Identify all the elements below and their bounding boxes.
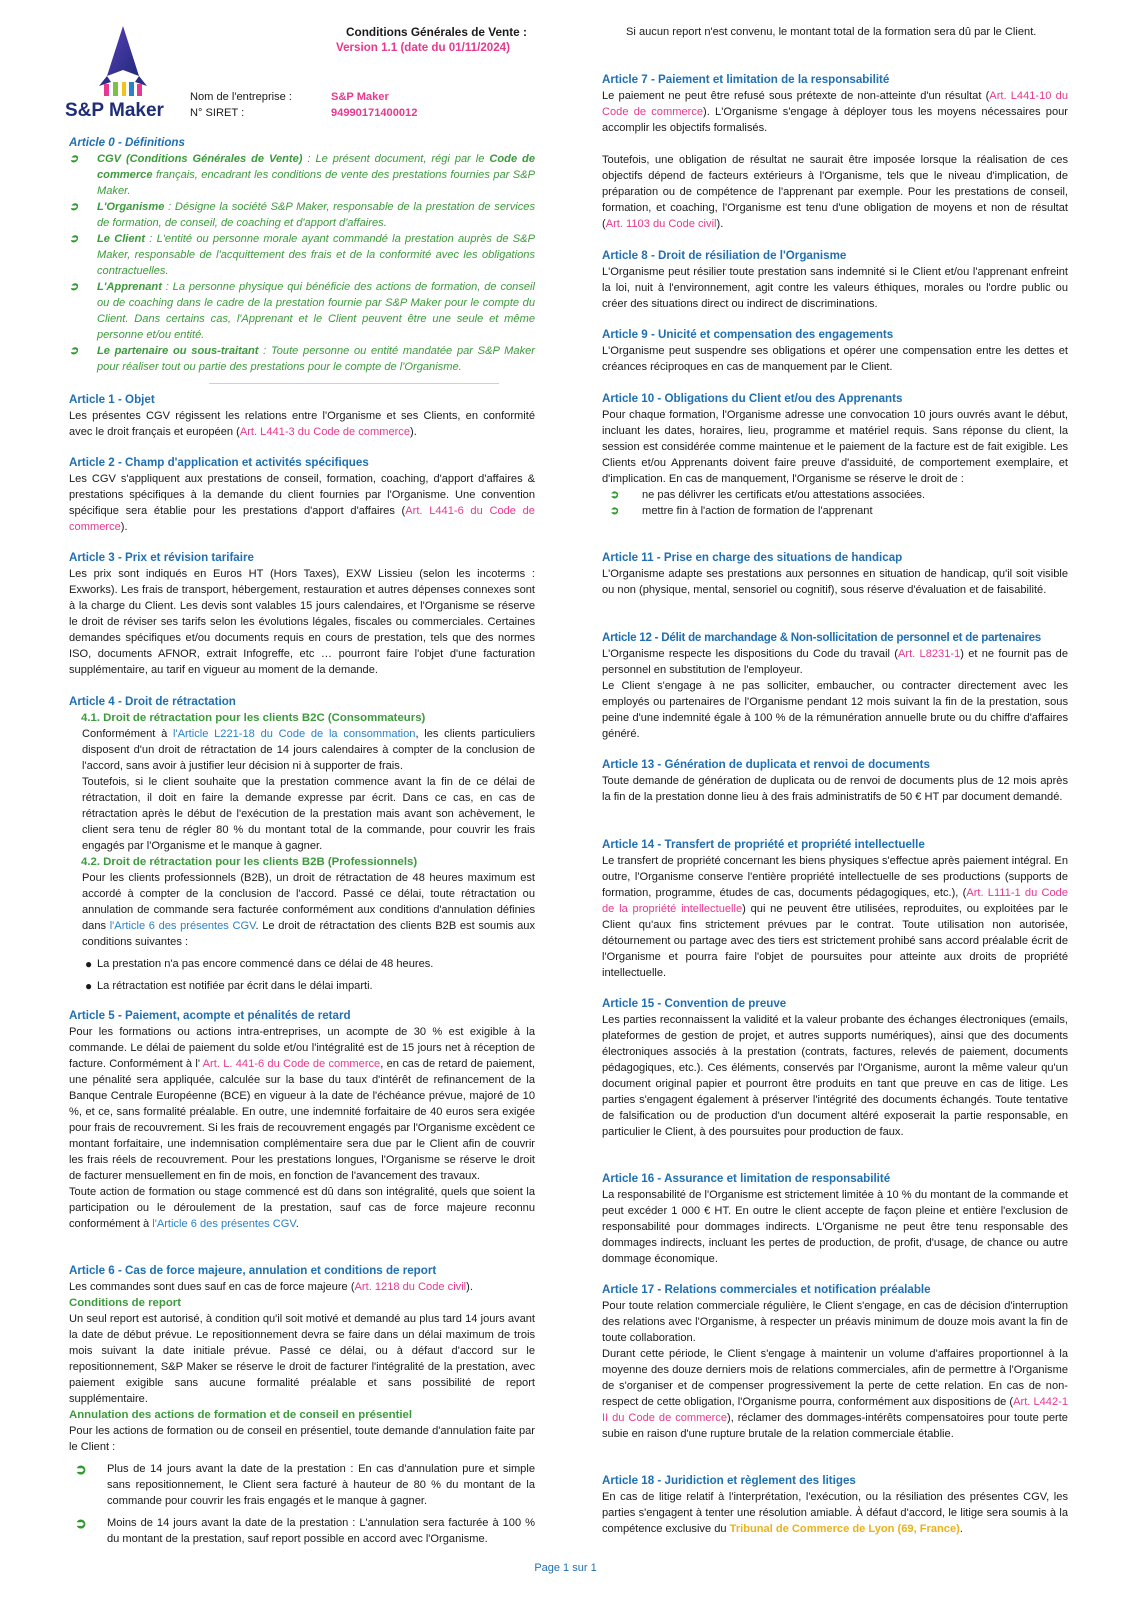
article-12-text-2: Le Client s'engage à ne pas solliciter, embaucher, ou contracter directement avec les employés ou partenaires de l'Organisme pendant 12 mois suivant la fin de la prestation, sous peine d'une indemnité égale à 100 % de la rémunération annuelle brute ou du chiffre d'affaires généré. <box>602 680 1068 740</box>
article-8 <box>602 248 1068 312</box>
legal-reference: Art. L441-10 du Code de commerce <box>602 90 1068 118</box>
article-3-title: Article 3 - Prix et révision tarifaire <box>69 551 254 564</box>
definition-apprenant <box>69 279 535 343</box>
siret-value: 94990171400012 <box>331 107 418 119</box>
article-18-title: Article 18 - Juridiction et règlement des litiges <box>602 1474 856 1487</box>
legal-reference: Art. L442-1 II du Code de commerce <box>602 1396 1068 1424</box>
article-14-text: Le transfert de propriété concernant les biens physiques s'effectue après paiement intégral. En outre, l'Organisme conserve l'entière propriété intellectuelle de ses productions (supports de formation, programme, études de cas, documents pédagogiques, etc.), (Art. L111-1 du Code de la propriété intellectuelle) qui ne peuvent être utilisées, reproduites, ou exploitées par le Client qu'aux fins strictement prévues par le contrat. Toute utilisation non autorisée, détournement ou partage avec des tiers est strictement prohibé sans accord préalable écrit de l'Organisme et pourra faire l'objet de poursuites pour atteinte aux droits de propriété intellectuelle. <box>602 855 1069 979</box>
article-1 <box>69 392 535 440</box>
article-4 <box>69 694 535 994</box>
arrow-icon: ➲ <box>610 489 620 501</box>
internal-reference: l'Article 6 des présentes CGV <box>109 920 256 932</box>
definition-partenaire <box>69 343 535 375</box>
def-term: Code de commerce <box>97 153 535 181</box>
article-17-text-2: Durant cette période, le Client s'engage à maintenir un volume d'affaires proportionnel à la moyenne des douze derniers mois de relations commerciales, afin de permettre à l'Organisme de s'organiser et de compenser progressivement la perte de cette relation. En cas de non-respect de cette obligation, l'Organisme pourra, conformément aux dispositions de (Art. L442-1 II du Code de commerce), réclamer des dommages-intérêts compensatoires pour toute perte subie en raison d'une rupture brutale de la relation commerciale établie. <box>602 1348 1068 1440</box>
article-5-text-2: Toute action de formation ou stage commencé est dû dans son intégralité, quels que soient la participation ou le déroulement de la prestation, sauf cas de force majeure reconnu conformément à l'Article 6 des présentes CGV. <box>69 1186 535 1230</box>
article-12 <box>602 630 1068 742</box>
list-item-text: La prestation n'a pas encore commencé dans ce délai de 48 heures. <box>97 958 434 970</box>
article-4-title: Article 4 - Droit de rétractation <box>69 695 236 708</box>
article-1-title: Article 1 - Objet <box>69 393 155 406</box>
arrow-icon: ➲ <box>69 345 79 357</box>
article-2-text: Les CGV s'appliquent aux prestations de conseil, formation, coaching, d'apport d'affaires & prestations spécifiques à la demande du client fournies par l'Organisme. Une convention spécifique sera établie pour les prestations d'apport d'affaires (Art. L441-6 du Code de commerce). <box>69 473 535 533</box>
legal-reference: Art. 1103 du Code civil <box>605 218 717 230</box>
article-12-text: L'Organisme respecte les dispositions du Code du travail (Art. L8231-1) et ne fournit pas de personnel en substitution de l'employeur. <box>602 648 1068 676</box>
def-text: français, encadrant les conditions de vente des prestations fournies par S&P Maker. <box>97 169 535 197</box>
siret-label: N° SIRET : <box>190 107 245 119</box>
article-15-title: Article 15 - Convention de preuve <box>602 997 787 1010</box>
cancellation-text: Pour les actions de formation ou de conseil en présentiel, toute demande d'annulation faite par le Client : <box>69 1425 535 1453</box>
def-term: L'Apprenant <box>97 281 162 293</box>
article-17 <box>602 1282 1068 1442</box>
legal-reference: Art. L441-3 du Code de commerce <box>239 426 411 438</box>
doc-version: Version 1.1 (date du 01/11/2024) <box>336 41 510 54</box>
def-term: Le partenaire ou sous-traitant <box>97 345 259 357</box>
article-11 <box>602 550 1068 598</box>
article-0 <box>69 135 535 375</box>
list-item-text: ne pas délivrer les certificats et/ou attestations associées. <box>642 489 926 501</box>
court-reference: Tribunal de Commerce de Lyon (69, France) <box>729 1523 960 1535</box>
article-14-title: Article 14 - Transfert de propriété et propriété intellectuelle <box>602 838 925 851</box>
def-text: : Le présent document, régi par le <box>302 153 490 165</box>
article-8-title: Article 8 - Droit de résiliation de l'Organisme <box>602 249 847 262</box>
article-9-text: L'Organisme peut suspendre ses obligations et opérer une compensation entre les dettes et créances réciproques en cas de manquement par le Client. <box>602 345 1068 373</box>
article-6-text: Les commandes sont dues sauf en cas de force majeure (Art. 1218 du Code civil). <box>69 1281 473 1293</box>
article-9 <box>602 327 1068 375</box>
legal-reference: Art. L441-6 du Code de commerce <box>69 505 535 533</box>
article-2-title: Article 2 - Champ d'application et activités spécifiques <box>69 456 369 469</box>
article-4-1-text: Conformément à l'Article L221-18 du Code de la consommation, les clients particuliers disposent d'un droit de rétractation de 14 jours calendaires à compter de la conclusion de l'accord, sans avoir à justifier leur décision ni à supporter de frais. <box>82 728 535 772</box>
company-value: S&P Maker <box>331 91 389 103</box>
legal-reference: l'Article L221-18 du Code de la consommation <box>173 728 416 740</box>
list-item-text: La rétractation est notifiée par écrit dans le délai imparti. <box>97 980 373 992</box>
article-18-text: En cas de litige relatif à l'interprétation, l'exécution, ou la résiliation des présentes CGV, les parties s'engagent à tenter une résolution amiable. À défaut d'accord, le litige sera soumis à la compétence exclusive du Tribunal de Commerce de Lyon (69, France). <box>602 1491 1068 1535</box>
cancellation-item-2 <box>69 1515 535 1547</box>
definition-organisme <box>69 199 535 231</box>
article-16 <box>602 1171 1068 1267</box>
article-10 <box>602 391 1068 519</box>
arrow-icon: ➲ <box>69 281 79 293</box>
page-number: Page 1 sur 1 <box>534 1562 597 1574</box>
article-5-title: Article 5 - Paiement, acompte et pénalités de retard <box>69 1009 351 1022</box>
article-13-title: Article 13 - Génération de duplicata et renvoi de documents <box>602 758 930 771</box>
article-7-text: Le paiement ne peut être refusé sous prétexte de non-atteinte d'un résultat (Art. L441-10 du Code de commerce). L'Organisme s'engage à déployer tous les moyens nécessaires pour accomplir les objectifs formalisés. <box>602 90 1068 134</box>
list-item-text: Moins de 14 jours avant la date de la prestation : L'annulation sera facturée à 100 % du montant de la prestation, sauf report possible en accord avec l'Organisme. <box>107 1517 535 1545</box>
legal-reference: Art. L8231-1 <box>897 648 961 660</box>
article-6-title: Article 6 - Cas de force majeure, annulation et conditions de report <box>69 1264 437 1277</box>
arrow-icon: ➲ <box>75 1515 87 1531</box>
article-4-2-title: 4.2. Droit de rétractation pour les clients B2B (Professionnels) <box>81 856 418 868</box>
bullet-icon: ● <box>85 979 93 993</box>
legal-reference: Art. 1218 du Code civil <box>354 1281 467 1293</box>
article-14 <box>602 837 1068 981</box>
rocket-logo-icon <box>63 24 183 120</box>
article-4-1-text-2: Toutefois, si le client souhaite que la prestation commence avant la fin de ce délai de rétractation, il doit en faire la demande expresse par écrit. Dans ce cas, en cas de rétractation après le début de l'exécution de la prestation mais avant son achèvement, le client sera tenu de régler 80 % du montant total de la commande, pour couvrir les frais engagés par l'Organisme et le manque à gagner. <box>82 776 535 852</box>
article-10-title: Article 10 - Obligations du Client et/ou des Apprenants <box>602 392 903 405</box>
article-0-title: Article 0 - Définitions <box>69 136 185 149</box>
article-11-text: L'Organisme adapte ses prestations aux personnes en situation de handicap, qu'il soit visible ou non (physique, mental, sensoriel ou cognitif), sous réserve d'évaluation et de faisabilité. <box>602 568 1068 596</box>
divider <box>209 383 499 384</box>
obligation-item-2 <box>602 503 1068 519</box>
article-6-continued: Si aucun report n'est convenu, le montant total de la formation sera dû par le Client. <box>626 26 1037 38</box>
article-10-text: Pour chaque formation, l'Organisme adresse une convocation 10 jours ouvrés avant le début, incluant les dates, horaires, lieu, programme et matériel requis. Sans réponse du client, la session est considérée comme maintenue et le paiement de la facture est de fait exigible. Les Clients et/ou Apprenants doivent faire preuve d'assiduité, de comportement exemplaire, et d'implication. En cas de manquement, l'Organisme se réserve le droit de : <box>602 409 1068 485</box>
article-11-title: Article 11 - Prise en charge des situations de handicap <box>602 551 903 564</box>
arrow-icon: ➲ <box>69 153 79 165</box>
list-item-text: mettre fin à l'action de formation de l'apprenant <box>642 505 873 517</box>
arrow-icon: ➲ <box>610 505 620 517</box>
article-12-title: Article 12 - Délit de marchandage & Non-sollicitation de personnel et de partenaires <box>602 631 1042 644</box>
company-label: Nom de l'entreprise : <box>190 91 293 103</box>
article-13 <box>602 757 1068 805</box>
article-7 <box>602 72 1068 232</box>
article-13-text: Toute demande de génération de duplicata ou de renvoi de documents plus de 12 mois après la fin de la prestation donne lieu à des frais administratifs de 50 € HT par document demandé. <box>602 775 1068 803</box>
legal-reference: Art. L111-1 du Code de la propriété intellectuelle <box>602 887 1068 915</box>
article-4-1-title: 4.1. Droit de rétractation pour les clients B2C (Consommateurs) <box>81 712 426 724</box>
def-term: Le Client <box>97 233 146 245</box>
def-text: : Désigne la société S&P Maker, responsable de la prestation de services de formation, de conseil, de coaching et d'apport d'affaires. <box>97 201 535 229</box>
article-6 <box>69 1263 535 1547</box>
arrow-icon: ➲ <box>75 1461 87 1477</box>
legal-reference: Art. L. 441-6 du Code de commerce <box>202 1058 381 1070</box>
article-2 <box>69 455 535 535</box>
arrow-icon: ➲ <box>69 201 79 213</box>
report-conditions-title: Conditions de report <box>69 1297 182 1309</box>
article-16-title: Article 16 - Assurance et limitation de responsabilité <box>602 1172 891 1185</box>
def-text: : La personne physique qui bénéficie des actions de formation, de conseil ou de coaching dans le cadre de la prestation fournie par S&P Maker pour le compte du Client. Dans certains cas, l'Apprenant et le Client peuvent être une seule et même personne et/ou entité. <box>97 281 535 341</box>
article-8-text: L'Organisme peut résilier toute prestation sans indemnité si le Client et/ou l'apprenant enfreint la loi, nuit à l'environnement, agit contre les valeurs éthiques, morales ou l'ordre public ou créer des situations direct ou indirect de discriminations. <box>602 266 1068 310</box>
b2b-condition-2 <box>69 978 535 994</box>
definition-client <box>69 231 535 279</box>
obligation-item-1 <box>602 487 1068 503</box>
def-text: : L'entité ou personne morale ayant commandé la prestation auprès de S&P Maker, responsable de l'acquittement des frais et de la conformité avec les obligations contractuelles. <box>97 233 535 277</box>
article-7-title: Article 7 - Paiement et limitation de la responsabilité <box>602 73 890 86</box>
article-15-text: Les parties reconnaissent la validité et la valeur probante des échanges électroniques (emails, plateformes de gestion de projet, et autres supports numériques), ainsi que des documents électroniques associés à la prestation (contrats, factures, relevés de paiement, documents pédagogiques, etc.). Ces éléments, conservés par l'Organisme, auront la même valeur qu'un document original papier et pourront être produits en tant que preuve en cas de litige. Les parties s'engagent également à préserver l'intégrité des documents échangés. Toute tentative de falsification ou de production d'un document altéré exposerait la partie responsable, en particulier le Client, à des poursuites pour production de faux. <box>602 1014 1068 1138</box>
definition-cgv <box>69 151 535 199</box>
article-17-text: Pour toute relation commerciale régulière, le Client s'engage, en cas de décision d'interruption des relations avec l'Organisme, à respecter un préavis minimum de douze mois avant la fin de toute collaboration. <box>602 1300 1068 1344</box>
article-5 <box>69 1008 535 1232</box>
article-17-title: Article 17 - Relations commerciales et notification préalable <box>602 1283 931 1296</box>
internal-reference: l'Article 6 des présentes CGV <box>152 1218 296 1230</box>
cancellation-title: Annulation des actions de formation et de conseil en présentiel <box>69 1409 413 1421</box>
def-term: L'Organisme <box>97 201 165 213</box>
cancellation-item-1 <box>69 1461 535 1509</box>
article-18 <box>602 1473 1068 1537</box>
bullet-icon: ● <box>85 957 93 971</box>
article-7-text-2: Toutefois, une obligation de résultat ne saurait être imposée lorsque la réalisation de ces objectifs dépend de facteurs extérieurs à l'Organisme, tels que le niveau d'implication, de préparation ou de compétence de l'apprenant par exemple. Pour les prestations de conseil, formation, et coaching, l'Organisme est tenu d'une obligation de moyens et non de résultat (Art. 1103 du Code civil). <box>602 154 1068 230</box>
article-5-text: Pour les formations ou actions intra-entreprises, un acompte de 30 % est exigible à la commande. Le délai de paiement du solde et/ou l'intégralité est de 15 jours net à réception de facture. Conformément à l' Art. L. 441-6 du Code de commerce, en cas de retard de paiement, une pénalité sera appliquée, calculée sur la base du taux d'intérêt de refinancement de la Banque Centrale Européenne (BCE) en vigueur à la date de l'échéance prévue, majoré de 10 %, et ce, sans formalité préalable. En outre, une indemnité forfaitaire de 40 euros sera exigée pour frais de recouvrement. Si les frais de recouvrement engagés par l'Organisme excèdent ce montant forfaitaire, une indemnisation complémentaire sera due par le Client afin de couvrir les frais réels de recouvrement. Pour les prestations longues, l'Organisme se réserve le droit de facturer mensuellement en fin de mois, en fonction de l'avancement des travaux. <box>69 1026 536 1182</box>
company-logo <box>63 24 183 120</box>
report-conditions-text: Un seul report est autorisé, à condition qu'il soit motivé et demandé au plus tard 14 jours avant la date de début prévue. Le repositionnement devra se faire dans un délai maximum de trois mois suivant la date initiale prévue. Passé ce délai, ou à défaut d'accord sur le repositionnement, S&P Maker se réserve le droit de facturer l'intégralité de la prestation, avec paiement exigible sans aucune formalité préalable et sans possibilité de report supplémentaire. <box>69 1313 535 1405</box>
article-15 <box>602 996 1068 1140</box>
article-3 <box>69 550 535 678</box>
arrow-icon: ➲ <box>69 233 79 245</box>
article-4-2-text: Pour les clients professionnels (B2B), un droit de rétractation de 48 heures maximum est accordé à compter de la conclusion de l'accord. Passé ce délai, toute rétractation ou annulation de commande sera facturée conformément aux conditions d'annulation définies dans l'Article 6 des présentes CGV. Le droit de rétractation des clients B2B est soumis aux conditions suivantes : <box>82 872 536 948</box>
article-3-text: Les prix sont indiqués en Euros HT (Hors Taxes), EXW Lissieu (selon les incoterms : Exworks). Les frais de transport, hébergement, restauration et autres dépenses connexes sont à la charge du Client. Les devis sont valables 15 jours calendaires, et l'Organisme se réserve le droit de réviser ses tarifs selon les évolutions légales, fiscales ou commerciales. Certaines demandes spécifiques et/ou documents requis en cours de prestation, tels que des normes ISO, documents AFNOR, extrait Infogreffe, etc … pourront faire l'objet d'une facturation supplémentaire, au tarif en vigueur au moment de la demande. <box>69 568 535 676</box>
def-text: : Toute personne ou entité mandatée par S&P Maker pour réaliser tout ou partie des prestations pour le compte de l'Organisme. <box>97 345 535 373</box>
article-9-title: Article 9 - Unicité et compensation des engagements <box>602 328 894 341</box>
doc-title: Conditions Générales de Vente : <box>346 25 527 39</box>
b2b-condition-1 <box>69 956 535 972</box>
article-1-text: Les présentes CGV régissent les relations entre l'Organisme et ses Clients, en conformité avec le droit français et européen (Art. L441-3 du Code de commerce). <box>69 410 535 438</box>
svg-text:S&P Maker: S&P Maker <box>65 100 164 120</box>
list-item-text: Plus de 14 jours avant la date de la prestation : En cas d'annulation pure et simple sans repositionnement, le Client sera facturé à hauteur de 80 % du montant de la commande pour couvrir les frais engagés et le manque à gagner. <box>107 1463 535 1507</box>
article-16-text: La responsabilité de l'Organisme est strictement limitée à 10 % du montant de la commande et peut excéder 1 000 € HT. En outre le client accepte de façon pleine et entière l'exclusion de responsabilité pour dommages indirects. L'Organisme ne peut être tenu responsable des dommages indirects, incluant les pertes de production, de profit, d'usage, de chance ou autre dommage économique. <box>602 1189 1068 1265</box>
def-term: CGV (Conditions Générales de Vente) <box>97 153 303 165</box>
